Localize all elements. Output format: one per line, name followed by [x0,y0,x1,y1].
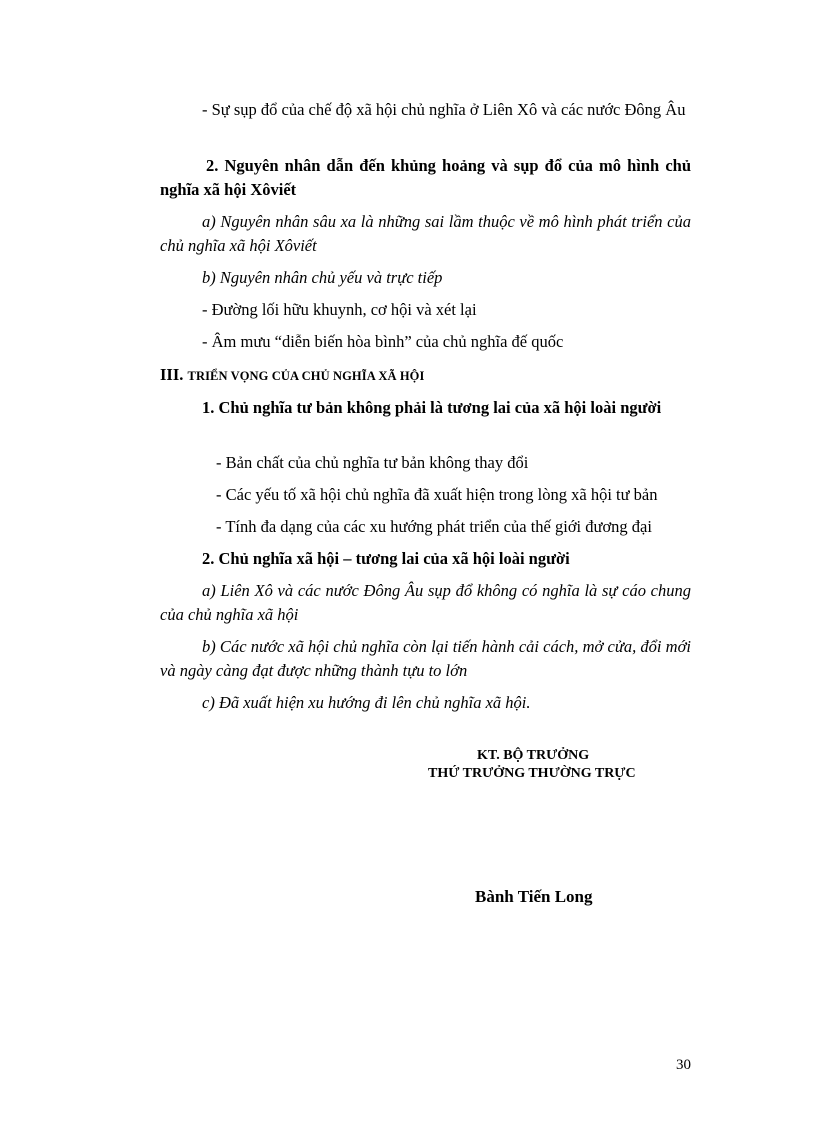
section-heading-prospects [160,363,424,388]
section-roman-numeral: III. [160,365,184,384]
section-title: TRIỂN VỌNG CỦA CHỦ NGHĨA XÃ HỘI [187,369,425,383]
paragraph-collapse-ussr: - Sự sụp đổ của chế độ xã hội chủ nghĩa ở Liên Xô và các nước Đông Âu [202,100,686,119]
paragraph-reform-achievements: b) Các nước xã hội chủ nghĩa còn lại tiến hành cải cách, mở cửa, đổi mới và ngày càng đạt được những thành tựu to lớn [160,637,691,680]
signature-title-line1: KT. BỘ TRƯỞNG [477,748,590,763]
bullet-rightist-line: - Đường lối hữu khuynh, cơ hội và xét lại [202,300,477,319]
paragraph-direct-cause: b) Nguyên nhân chủ yếu và trực tiếp [202,268,443,287]
heading-socialism-future: 2. Chủ nghĩa xã hội – tương lai của xã hội loài người [202,549,570,568]
bullet-diverse-trends: - Tính đa dạng của các xu hướng phát triển của thế giới đương đại [216,517,652,536]
page-number: 30 [676,1057,691,1073]
paragraph-collapse-not-end: a) Liên Xô và các nước Đông Âu sụp đổ không có nghĩa là sự cáo chung của chủ nghĩa xã hội [160,581,691,624]
signature-name: Bành Tiến Long [475,887,593,906]
bullet-peaceful-evolution: - Âm mưu “diễn biến hòa bình” của chủ nghĩa đế quốc [202,332,564,351]
paragraph-trend-socialism: c) Đã xuất hiện xu hướng đi lên chủ nghĩa xã hội. [202,693,531,712]
bullet-nature-of-capitalism: - Bản chất của chủ nghĩa tư bản không thay đổi [216,453,529,472]
heading-causes-of-crisis: 2. Nguyên nhân dẫn đến khủng hoảng và sụp đổ của mô hình chủ nghĩa xã hội Xôviết [160,156,691,199]
heading-capitalism-not-future: 1. Chủ nghĩa tư bản không phải là tương lai của xã hội loài người [202,398,662,417]
bullet-socialist-elements: - Các yếu tố xã hội chủ nghĩa đã xuất hiện trong lòng xã hội tư bản [216,485,658,504]
signature-title-line2: THỨ TRƯỞNG THƯỜNG TRỰC [428,766,636,781]
paragraph-root-cause: a) Nguyên nhân sâu xa là những sai lầm thuộc về mô hình phát triển của chủ nghĩa xã hội Xôviết [160,212,691,255]
